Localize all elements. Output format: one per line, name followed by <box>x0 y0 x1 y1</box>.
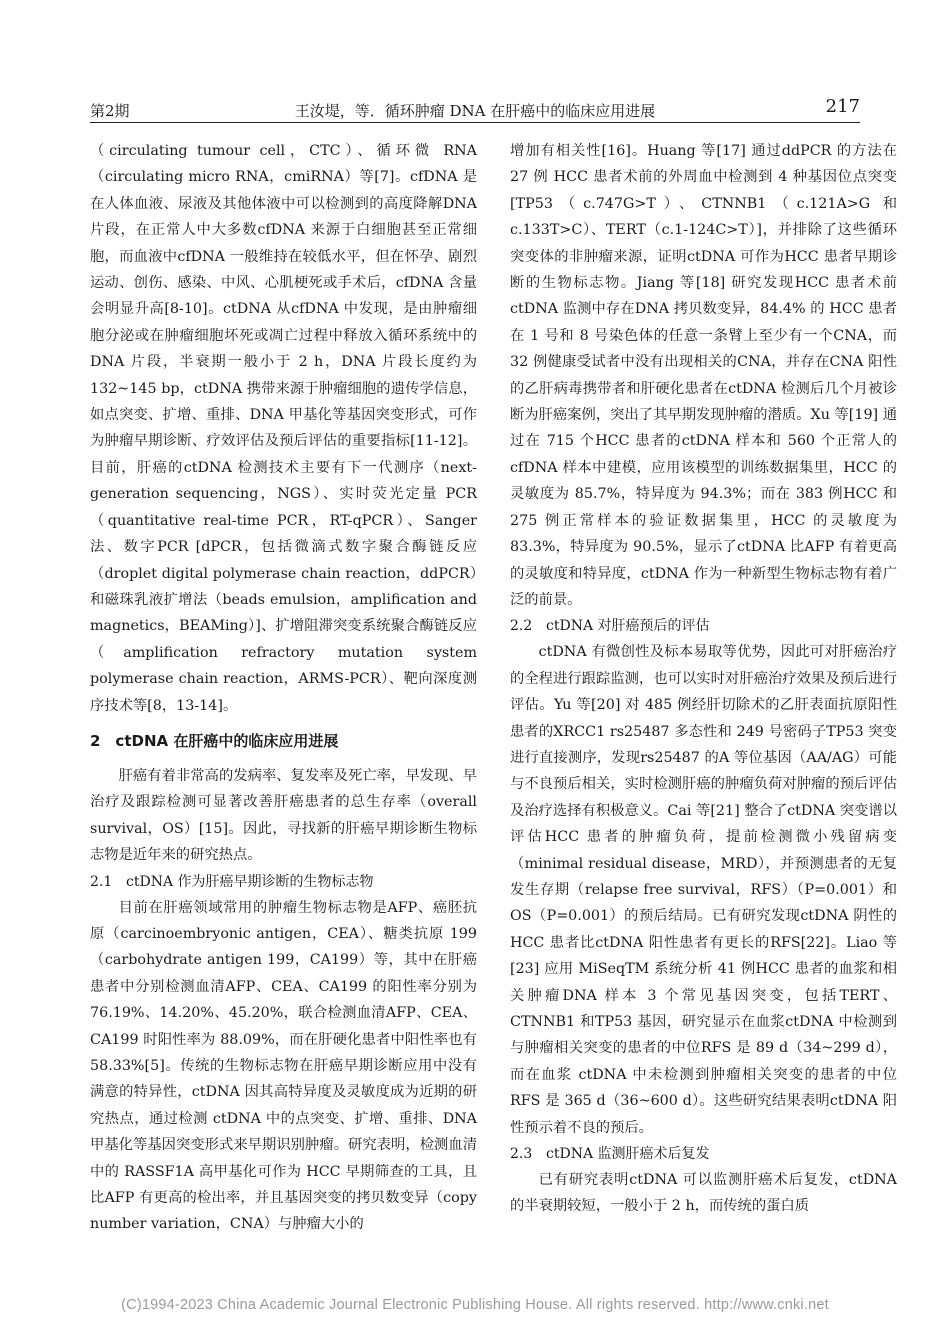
issue-label: 第2期 <box>90 102 130 120</box>
running-title: 王汝堤，等．循环肿瘤 DNA 在肝癌中的临床应用进展 <box>294 102 656 120</box>
paragraph: （circulating tumour cell，CTC）、循环微 RNA（circulating micro RNA，cmiRNA）等[7]。cfDNA 是在人体血液、尿液及其他体液中可以检测到的高度降解DNA 片段，在正常人中大多数cfDNA 来源于白细胞甚至正常细胞，而血液中cfDNA 一般维持在较低水平，但在怀孕、剧烈运动、创伤、感染、中风、心肌梗死或手术后，cfDNA 含量会明显升高[8-10]。ctDNA 从cfDNA 中发现，是由肿瘤细胞分泌或在肿瘤细胞坏死或凋亡过程中释放入循环系统中的DNA 片段，半衰期一般小于 2 h，DNA 片段长度约为 132~145 bp，ctDNA 携带来源于肿瘤细胞的遗传学信息，如点突变、扩增、重排、DNA 甲基化等基因突变形式，可作为肿瘤早期诊断、疗效评估及预后评估的重要指标[11-12]。目前，肝癌的ctDNA 检测技术主要有下一代测序（next-generation sequencing，NGS）、实时荧光定量 PCR（quantitative real-time PCR，RT-qPCR）、Sanger 法、数字PCR [dPCR，包括微滴式数字聚合酶链反应（droplet digital polymerase chain reaction，ddPCR）和磁珠乳液扩增法（beads emulsion，amplification and magnetics，BEAMing）]、扩增阻滞突变系统聚合酶链反应（amplification refractory mutation system polymerase chain reaction，ARMS-PCR）、靶向深度测序技术等[8，13-14]。 <box>90 143 477 714</box>
paragraph: 增加有相关性[16]。Huang 等[17] 通过ddPCR 的方法在 27 例 HCC 患者术前的外周血中检测到 4 种基因位点突变 [TP53（c.747G>T）、CTNNB1（c.121A>G 和 c.133T>C）、TERT（c.1-124C>T）]，并排除了这些循环突变体的非肿瘤来源，证明ctDNA 可作为HCC 患者早期诊断的生物标志物。Jiang 等[18] 研究发现HCC 患者术前ctDNA 监测中存在DNA 拷贝数变异，84.4% 的 HCC 患者在 1 号和 8 号染色体的任意一条臂上至少有一个CNA，而 32 例健康受试者中没有出现相关的CNA，并存在CNA 阳性的乙肝病毒携带者和肝硬化患者在ctDNA 检测后几个月被诊断为肝癌案例，突出了其早期发现肿瘤的潜质。Xu 等[19] 通过在 715 个HCC 患者的ctDNA 样本和 560 个正常人的cfDNA 样本中建模，应用该模型的训练数据集里，HCC 的灵敏度为 85.7%，特异度为 94.3%；而在 383 例HCC 和 275 例正常样本的验证数据集里，HCC 的灵敏度为 83.3%，特异度为 90.5%，显示了ctDNA 比AFP 有着更高的灵敏度和特异度，ctDNA 作为一种新型生物标志物有着广泛的前景。 <box>510 143 897 608</box>
subsection-heading <box>90 869 477 895</box>
subsection-heading <box>510 613 897 639</box>
right-column <box>510 138 897 1220</box>
subsection-number: 2.2 <box>510 618 533 635</box>
copyright-watermark: (C)1994-2023 China Academic Journal Electronic Publishing House. All rights reserved. http://www.cnki.net <box>121 1297 829 1313</box>
paragraph: 肝癌有着非常高的发病率、复发率及死亡率，早发现、早治疗及跟踪检测可显著改善肝癌患者的总生存率（overall survival，OS）[15]。因此，寻找新的肝癌早期诊断生物标志物是近年来的研究热点。 <box>90 767 477 864</box>
page-number: 217 <box>825 96 860 117</box>
subsection-title: ctDNA 作为肝癌早期诊断的生物标志物 <box>126 873 374 890</box>
section-heading: 2 ctDNA 在肝癌中的临床应用进展 <box>90 731 339 750</box>
running-header <box>90 96 860 123</box>
subsection-title: ctDNA 对肝癌预后的评估 <box>546 618 710 635</box>
paragraph: 目前在肝癌领域常用的肿瘤生物标志物是AFP、癌胚抗原（carcinoembryonic antigen，CEA）、糖类抗原 199（carbohydrate antigen 199，CA199）等，其中在肝癌患者中分别检测血清AFP、CEA、CA199 的阳性率分别为 76.19%、14.20%、45.20%，联合检测血清AFP、CEA、CA199 时阳性率为 88.09%，而在肝硬化患者中阳性率也有 58.33%[5]。传统的生物标志物在肝癌早期诊断应用中没有满意的特异性，ctDNA 因其高特异度及灵敏度成为近期的研究热点，通过检测 ctDNA 中的点突变、扩增、重排、DNA 甲基化等基因突变形式来早期识别肿瘤。研究表明，检测血清中的 RASSF1A 高甲基化可作为 HCC 早期筛查的工具，且比AFP 有更高的检出率，并且基因突变的拷贝数变异（copy number variation，CNA）与肿瘤大小的 <box>90 899 477 1233</box>
paragraph: ctDNA 有微创性及标本易取等优势，因此可对肝癌治疗的全程进行跟踪监测，也可以实时对肝癌治疗效果及预后进行评估。Yu 等[20] 对 485 例经肝切除术的乙肝表面抗原阳性患者的XRCC1 rs25487 多态性和 249 号密码子TP53 突变进行直接测序，发现rs25487 的A 等位基因（AA/AG）可能与不良预后相关，实时检测肝癌的肿瘤负荷对肿瘤的预后评估及治疗选择有积极意义。Cai 等[21] 整合了ctDNA 突变谱以评估HCC 患者的肿瘤负荷，提前检测微小残留病变（minimal residual disease，MRD），并预测患者的无复发生存期（relapse free survival，RFS）（P=0.001）和OS（P=0.001）的预后结局。已有研究发现ctDNA 阴性的HCC 患者比ctDNA 阳性患者有更长的RFS[22]。Liao 等[23] 应用 MiSeqTM 系统分析 41 例HCC 患者的血浆和相关肿瘤DNA 样本 3 个常见基因突变，包括TERT、CTNNB1 和TP53 基因，研究显示在血浆ctDNA 中检测到与肿瘤相关突变的患者的中位RFS 是 89 d（34~299 d），而在血浆 ctDNA 中未检测到肿瘤相关突变的患者的中位 RFS 是 365 d（36~600 d）。这些研究结果表明ctDNA 阳性预示着不良的预后。 <box>510 644 897 1136</box>
subsection-heading <box>510 1141 897 1167</box>
subsection-title: ctDNA 监测肝癌术后复发 <box>546 1146 710 1163</box>
paragraph: 已有研究表明ctDNA 可以监测肝癌术后复发，ctDNA 的半衰期较短，一般小于 2 h，而传统的蛋白质 <box>510 1172 897 1215</box>
left-column <box>90 138 477 1238</box>
subsection-number: 2.3 <box>510 1146 533 1163</box>
subsection-number: 2.1 <box>90 873 113 890</box>
